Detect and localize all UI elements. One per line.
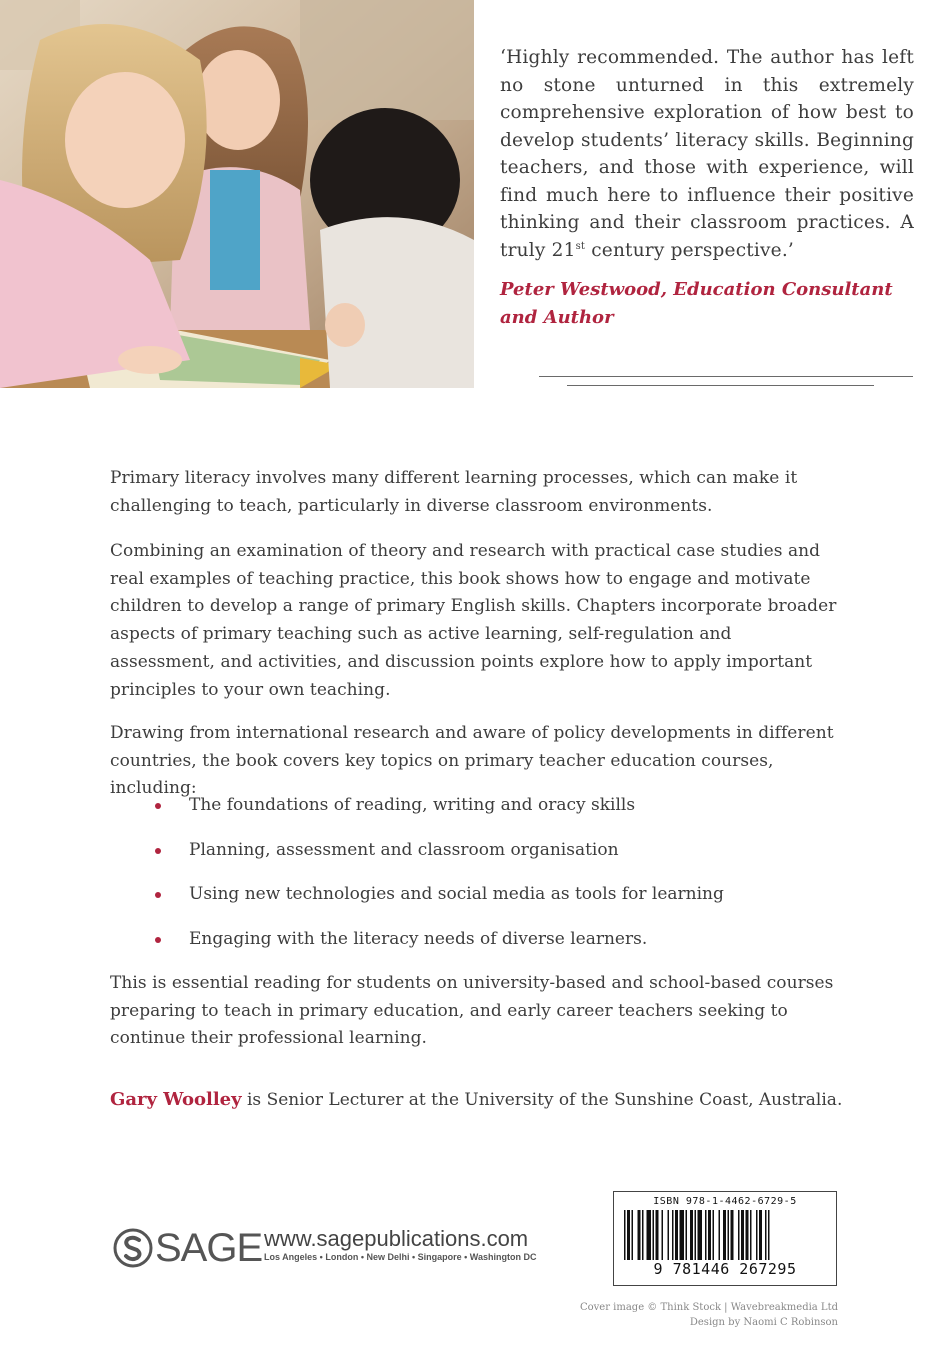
review-quote <box>500 44 914 264</box>
isbn-label: ISBN 978-1-4462-6729-5 <box>653 1196 797 1207</box>
barcode-bar <box>624 1210 626 1260</box>
list-item <box>155 837 855 882</box>
divider-rule-bottom <box>567 385 874 386</box>
list-item-text: Planning, assessment and classroom organisation <box>189 839 619 860</box>
topics-list <box>155 792 855 971</box>
divider-rule-top <box>539 376 913 377</box>
barcode-bar <box>708 1210 711 1260</box>
cover-credits <box>580 1300 838 1330</box>
credit-image: Cover image © Think Stock | Wavebreakmedia Ltd <box>579 1302 838 1313</box>
bullet-icon <box>155 892 161 898</box>
barcode-bar <box>759 1210 762 1260</box>
barcode-bar <box>765 1210 767 1260</box>
bullet-icon <box>155 937 161 943</box>
barcode-bar <box>719 1210 721 1260</box>
list-item <box>155 792 855 837</box>
barcode-bar <box>705 1210 707 1260</box>
description-paragraph-4: This is essential reading for students on university-based and school-based courses preparing to teach in primary education, and early career teachers seeking to continue their professional learning. <box>110 973 834 1049</box>
description-paragraph-1: Primary literacy involves many different learning processes, which can make it challenging to teach, particularly in diverse classroom environments. <box>110 468 798 516</box>
barcode-bar <box>672 1210 674 1260</box>
barcode-bar <box>695 1210 697 1260</box>
sage-emblem-icon <box>113 1228 153 1268</box>
author-bio <box>110 1086 850 1114</box>
barcode-bar <box>627 1210 630 1260</box>
list-item-text: Engaging with the literacy needs of diverse learners. <box>189 929 648 950</box>
quote-attribution: Peter Westwood, Education Consultant and Author <box>500 279 893 328</box>
description-paragraph-3: Drawing from international research and aware of policy developments in different countries, the book covers key topics on primary teacher education courses, including: <box>110 723 834 799</box>
description-paragraph-2: Combining an examination of theory and research with practical case studies and real examples of teaching practice, this book shows how to engage and motivate children to develop a range of primary English skills. Chapters incorporate broader aspects of primary teaching such as active learning, self-regulation and assessment, and activities, and discussion points explore how to apply important principles to your own teaching. <box>110 541 837 700</box>
quote-superscript: st <box>575 240 586 252</box>
barcode-bar <box>686 1210 688 1260</box>
barcode-bar <box>653 1210 655 1260</box>
quote-text: ‘Highly recommended. The author has left no stone unturned in this extremely comprehensive exploration of how best to develop students’ literacy skills. Beginning teachers, and those with experience, will find much here to influence their positive thinking and their classroom practices. A truly 21 <box>500 47 914 261</box>
barcode-bar <box>750 1210 752 1260</box>
barcode-bar <box>746 1210 749 1260</box>
list-item <box>155 926 855 971</box>
cover-photo <box>0 0 474 388</box>
bullet-icon <box>155 848 161 854</box>
barcode-bar <box>656 1210 659 1260</box>
sage-logo <box>113 1226 262 1270</box>
barcode-bar <box>632 1210 634 1260</box>
barcode-bar <box>638 1210 641 1260</box>
isbn-digits: 9 781446 267295 <box>653 1260 797 1278</box>
barcode-bar <box>647 1210 652 1260</box>
barcode-bar <box>741 1210 744 1260</box>
barcode-bar <box>731 1210 734 1260</box>
bullet-icon <box>155 803 161 809</box>
list-item-text: The foundations of reading, writing and oracy skills <box>189 795 636 815</box>
barcode-bar <box>723 1210 726 1260</box>
barcode-bar <box>680 1210 685 1260</box>
barcode-bar <box>738 1210 740 1260</box>
barcode-bar <box>698 1210 703 1260</box>
list-item-text: Using new technologies and social media as tools for learning <box>189 884 724 905</box>
author-name: Gary Woolley <box>110 1089 242 1110</box>
barcode-icon <box>622 1210 828 1260</box>
children-reading-photo-icon <box>0 0 474 388</box>
list-item <box>155 881 855 926</box>
barcode-bar <box>642 1210 644 1260</box>
barcode-bar <box>728 1210 730 1260</box>
credit-design: Design by Naomi C Robinson <box>689 1317 838 1328</box>
barcode-bar <box>690 1210 693 1260</box>
quote-tail: century perspective.’ <box>585 239 794 261</box>
barcode-bar <box>713 1210 715 1260</box>
barcode-bar <box>675 1210 678 1260</box>
publisher-website[interactable]: www.sagepublications.com <box>264 1226 529 1251</box>
barcode-bar <box>768 1210 770 1260</box>
sage-wordmark: SAGE <box>155 1226 263 1270</box>
barcode-bar <box>668 1210 670 1260</box>
barcode-bar <box>662 1210 664 1260</box>
author-bio-text: is Senior Lecturer at the University of the Sunshine Coast, Australia. <box>241 1090 843 1110</box>
isbn-barcode <box>613 1191 837 1286</box>
barcode-bar <box>756 1210 758 1260</box>
publisher-cities: Los Angeles • London • New Delhi • Singapore • Washington DC <box>264 1252 537 1262</box>
